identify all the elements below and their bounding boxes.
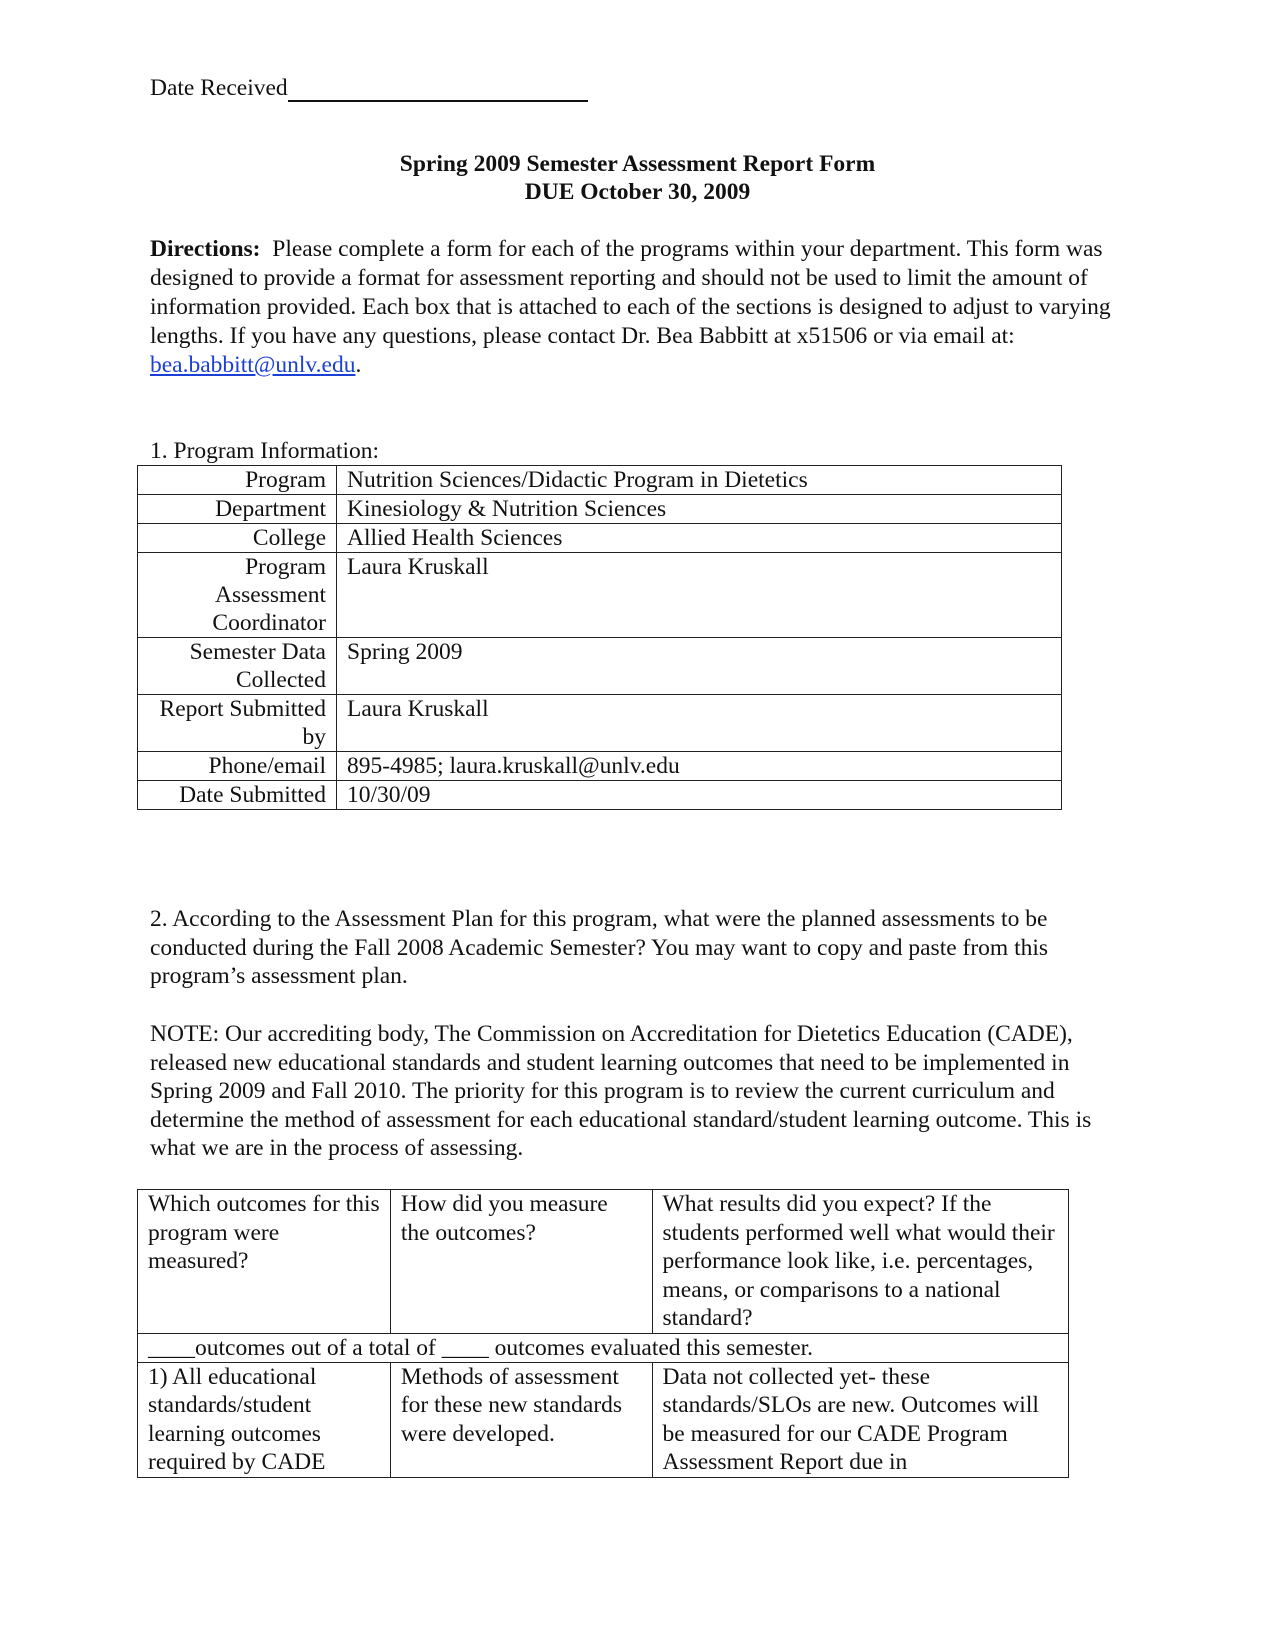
table-row [138, 752, 1062, 781]
section-2-note: NOTE: Our accrediting body, The Commission on Accreditation for Dietetics Education (CADE), released new educational standards and student learning outcomes that need to be implemented in Spring 2009 and Fall 2010. The priority for this program is to review the current curriculum and determine the method of assessment for each educational standard/student learning outcome. This is what we are in the process of assessing. [150, 1021, 1092, 1161]
table-row [138, 524, 1062, 553]
column-header: Which outcomes for this program were measured? [138, 1190, 391, 1334]
table-header-row [138, 1190, 1069, 1334]
row-label: Report Submitted by [138, 695, 337, 752]
form-title-line: Spring 2009 Semester Assessment Report Form [399, 151, 876, 177]
directions-paragraph [150, 235, 1130, 380]
row-label: College [138, 524, 337, 553]
table-row [138, 466, 1062, 495]
section-1-heading: 1. Program Information: [150, 438, 380, 464]
outcomes-count-text: ____outcomes out of a total of ____ outcomes evaluated this semester. [138, 1333, 1069, 1362]
form-title [0, 150, 1275, 206]
table-row [138, 495, 1062, 524]
row-label: Program Assessment Coordinator [138, 553, 337, 638]
row-label: Program [138, 466, 337, 495]
row-label: Phone/email [138, 752, 337, 781]
row-value: 10/30/09 [337, 781, 1062, 810]
date-received-label: Date Received [150, 75, 288, 101]
section-2-question: 2. According to the Assessment Plan for this program, what were the planned assessments to be conducted during the Fall 2008 Academic Semester? You may want to copy and paste from this program’s assessment plan. [150, 906, 1049, 989]
row-value: Laura Kruskall [337, 695, 1062, 752]
row-label: Department [138, 495, 337, 524]
outcomes-table [137, 1189, 1069, 1478]
form-due-date: DUE October 30, 2009 [524, 179, 751, 205]
table-row [138, 1362, 1069, 1477]
table-row [138, 695, 1062, 752]
table-cell: 1) All educational standards/student learning outcomes required by CADE [138, 1362, 391, 1477]
table-row [138, 638, 1062, 695]
column-header: How did you measure the outcomes? [390, 1190, 652, 1334]
contact-email-link[interactable]: bea.babbitt@unlv.edu [150, 352, 356, 378]
row-value: Spring 2009 [337, 638, 1062, 695]
column-header: What results did you expect? If the students performed well what would their performance look like, i.e. percentages, means, or comparisons to a national standard? [652, 1190, 1068, 1334]
row-value: Allied Health Sciences [337, 524, 1062, 553]
date-received-blank-line [288, 74, 588, 102]
directions-label: Directions: [150, 236, 261, 262]
table-cell: Methods of assessment for these new standards were developed. [390, 1362, 652, 1477]
table-cell: Data not collected yet- these standards/SLOs are new. Outcomes will be measured for our CADE Program Assessment Report due in [652, 1362, 1068, 1477]
table-row [138, 781, 1062, 810]
row-value: Nutrition Sciences/Didactic Program in Dietetics [337, 466, 1062, 495]
date-received-field [150, 74, 588, 102]
row-value: Laura Kruskall [337, 553, 1062, 638]
row-value: Kinesiology & Nutrition Sciences [337, 495, 1062, 524]
outcomes-count-row [138, 1333, 1069, 1362]
table-row [138, 553, 1062, 638]
directions-end-punct: . [355, 352, 362, 378]
row-label: Date Submitted [138, 781, 337, 810]
row-label: Semester Data Collected [138, 638, 337, 695]
directions-text: Please complete a form for each of the programs within your department. This form was designed to provide a format for assessment reporting and should not be used to limit the amount of information provided. Each box that is attached to each of the sections is designed to adjust to varying lengths. If you have any questions, please contact Dr. Bea Babbitt at x51506 or via email at: [150, 236, 1111, 349]
program-info-table [137, 465, 1062, 810]
row-value: 895-4985; laura.kruskall@unlv.edu [337, 752, 1062, 781]
